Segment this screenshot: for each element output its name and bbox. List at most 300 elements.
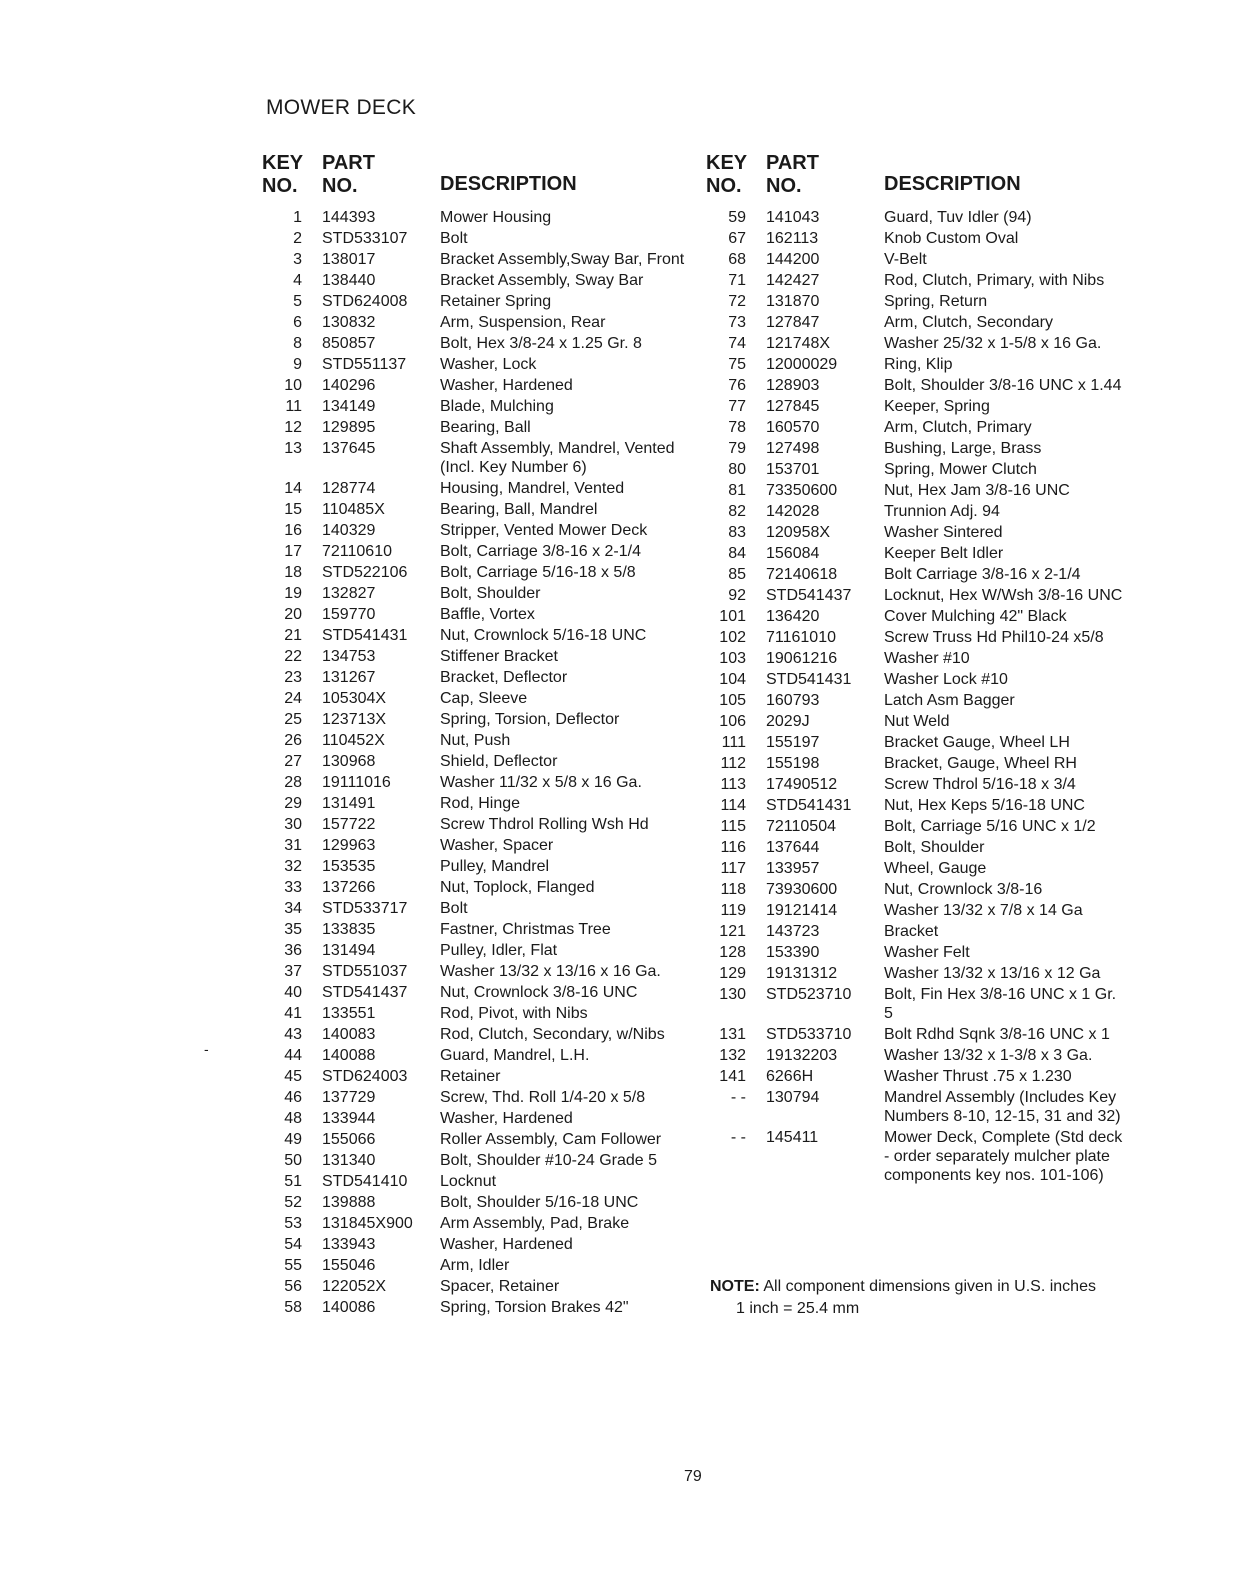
part-no: 157722 [322, 816, 376, 833]
key-no: 67 [728, 230, 746, 247]
description: Spacer, Retainer [440, 1278, 560, 1295]
key-no: 31 [284, 837, 302, 854]
table-row [706, 880, 1136, 899]
part-no: 131267 [322, 669, 376, 686]
key-no: 30 [284, 816, 302, 833]
part-no: 19061216 [766, 650, 838, 667]
key-no: 84 [728, 545, 746, 562]
description: Bracket, Deflector [440, 669, 568, 686]
part-no: 155066 [322, 1131, 376, 1148]
table-row [706, 964, 1136, 983]
table-row [262, 1235, 692, 1254]
part-no: 153535 [322, 858, 376, 875]
key-no: 113 [720, 776, 746, 793]
part-no: 19132203 [766, 1047, 838, 1064]
part-no: 72110610 [322, 543, 392, 560]
key-header-no: NO. [262, 175, 298, 197]
table-row [706, 922, 1136, 941]
description: Rod, Clutch, Primary, with Nibs [884, 272, 1105, 289]
key-no: 82 [728, 503, 746, 520]
description: Bearing, Ball, Mandrel [440, 501, 598, 518]
key-no: 112 [720, 755, 746, 772]
table-row [262, 292, 692, 311]
table-row [262, 983, 692, 1002]
table-row [262, 920, 692, 939]
table-row [262, 479, 692, 498]
part-no: STD541431 [766, 671, 852, 688]
description: Shield, Deflector [440, 753, 558, 770]
key-no: 119 [720, 902, 746, 919]
description: Pulley, Idler, Flat [440, 942, 558, 959]
description: Washer, Spacer [440, 837, 554, 854]
description: Nut, Crownlock 5/16-18 UNC [440, 627, 647, 644]
description: Washer Lock #10 [884, 671, 1008, 688]
key-no: 28 [284, 774, 302, 791]
part-no: 137645 [322, 440, 376, 457]
table-row [706, 1088, 1136, 1126]
key-no: 129 [719, 965, 746, 982]
description: Spring, Torsion, Deflector [440, 711, 620, 728]
key-no: 106 [719, 713, 746, 730]
table-row [706, 502, 1136, 521]
parts-table-right [706, 152, 1136, 1187]
table-row [706, 859, 1136, 878]
table-row [262, 355, 692, 374]
part-no: STD541431 [322, 627, 408, 644]
description-header: DESCRIPTION [884, 173, 1021, 195]
part-no: 133957 [766, 860, 820, 877]
key-no: 18 [284, 564, 302, 581]
part-no: 138017 [322, 251, 376, 268]
key-no: 9 [293, 356, 302, 373]
description: Bolt, Carriage 5/16 UNC x 1/2 [884, 818, 1096, 835]
key-no: 75 [728, 356, 746, 373]
part-no: 128774 [322, 480, 376, 497]
key-no: 51 [284, 1173, 302, 1190]
description: Mandrel Assembly (Includes Key Numbers 8-10, 12-15, 31 and 32) [884, 1089, 1121, 1125]
description: Bolt, Shoulder 5/16-18 UNC [440, 1194, 639, 1211]
part-no: 140296 [322, 377, 376, 394]
key-no: 32 [284, 858, 302, 875]
table-header [262, 152, 692, 208]
part-no: 133943 [322, 1236, 376, 1253]
part-header: PART [766, 152, 819, 174]
description: Washer 13/32 x 13/16 x 16 Ga. [440, 963, 661, 980]
table-row [262, 1046, 692, 1065]
part-no: 140329 [322, 522, 376, 539]
key-no: 22 [284, 648, 302, 665]
description: Bracket Assembly, Sway Bar [440, 272, 644, 289]
description: Screw Truss Hd Phil10-24 x5/8 [884, 629, 1104, 646]
table-row [706, 838, 1136, 857]
key-no: 26 [284, 732, 302, 749]
description: Screw, Thd. Roll 1/4-20 x 5/8 [440, 1089, 646, 1106]
description: Washer 13/32 x 13/16 x 12 Ga [884, 965, 1101, 982]
part-no: 127845 [766, 398, 820, 415]
table-row [262, 668, 692, 687]
table-row [262, 689, 692, 708]
key-no: 17 [284, 543, 302, 560]
key-no: 121 [719, 923, 746, 940]
table-row [706, 649, 1136, 668]
description: Arm Assembly, Pad, Brake [440, 1215, 630, 1232]
key-no: 79 [728, 440, 746, 457]
key-no: 104 [719, 671, 746, 688]
part-no: STD541431 [766, 797, 852, 814]
part-no: STD522106 [322, 564, 408, 581]
description: Spring, Mower Clutch [884, 461, 1037, 478]
part-no: 142427 [766, 272, 820, 289]
table-row [262, 1172, 692, 1191]
table-row [262, 229, 692, 248]
part-no: 153390 [766, 944, 820, 961]
description: Bolt, Shoulder [440, 585, 541, 602]
key-no: 131 [719, 1026, 746, 1043]
description: V-Belt [884, 251, 927, 268]
key-no: 118 [720, 881, 746, 898]
part-no: 133835 [322, 921, 376, 938]
table-row [706, 229, 1136, 248]
description: Keeper Belt Idler [884, 545, 1004, 562]
table-row [262, 857, 692, 876]
description: Washer 25/32 x 1-5/8 x 16 Ga. [884, 335, 1102, 352]
table-row [706, 271, 1136, 290]
part-no: 72110504 [766, 818, 836, 835]
table-row [706, 313, 1136, 332]
part-no: 142028 [766, 503, 820, 520]
table-row [706, 334, 1136, 353]
part-no: 73930600 [766, 881, 838, 898]
part-no: 17490512 [766, 776, 838, 793]
table-row [262, 1067, 692, 1086]
key-no: 10 [284, 377, 302, 394]
description: Cover Mulching 42" Black [884, 608, 1067, 625]
part-no: STD541410 [322, 1173, 408, 1190]
part-no: 155197 [766, 734, 820, 751]
part-no: 129895 [322, 419, 376, 436]
part-no: 128903 [766, 377, 820, 394]
key-no: 81 [728, 482, 746, 499]
key-no: 92 [728, 587, 746, 604]
table-row [706, 817, 1136, 836]
key-no: 5 [293, 293, 302, 310]
table-row [706, 418, 1136, 437]
table-row [706, 544, 1136, 563]
description: Guard, Tuv Idler (94) [884, 209, 1032, 226]
key-no: 16 [284, 522, 302, 539]
part-no: 133551 [322, 1005, 376, 1022]
part-no: STD551037 [322, 963, 408, 980]
key-no: 54 [284, 1236, 302, 1253]
description: Spring, Return [884, 293, 988, 310]
description: Blade, Mulching [440, 398, 554, 415]
description: Bolt, Shoulder #10-24 Grade 5 [440, 1152, 658, 1169]
key-no: 80 [728, 461, 746, 478]
description: Screw Thdrol 5/16-18 x 3/4 [884, 776, 1076, 793]
key-no: 45 [284, 1068, 302, 1085]
table-row [262, 710, 692, 729]
table-row [706, 292, 1136, 311]
page-number: 79 [684, 1468, 702, 1485]
note-text: All component dimensions given in U.S. inches [763, 1278, 1096, 1295]
table-row [262, 563, 692, 582]
description: Cap, Sleeve [440, 690, 528, 707]
part-no: 155046 [322, 1257, 376, 1274]
description: Washer, Hardened [440, 1110, 573, 1127]
table-row [262, 1109, 692, 1128]
part-no: 130968 [322, 753, 376, 770]
part-no: 129963 [322, 837, 376, 854]
table-row [706, 712, 1136, 731]
table-row [262, 418, 692, 437]
parts-table-left [262, 152, 692, 1319]
table-row [262, 250, 692, 269]
description: Washer, Hardened [440, 1236, 573, 1253]
part-no: 137729 [322, 1089, 376, 1106]
part-no: 850857 [322, 335, 376, 352]
description: Nut, Hex Keps 5/16-18 UNC [884, 797, 1085, 814]
description: Bracket [884, 923, 939, 940]
part-no: STD541437 [766, 587, 852, 604]
part-no: 153701 [766, 461, 820, 478]
part-no: STD533717 [322, 900, 408, 917]
part-no: 160570 [766, 419, 820, 436]
key-no: 35 [284, 921, 302, 938]
description: Locknut, Hex W/Wsh 3/8-16 UNC [884, 587, 1123, 604]
description: Retainer Spring [440, 293, 552, 310]
description: Knob Custom Oval [884, 230, 1019, 247]
key-no: - - [730, 1129, 746, 1146]
table-row [262, 376, 692, 395]
part-no: 110452X [322, 732, 385, 749]
description: Trunnion Adj. 94 [884, 503, 1000, 520]
key-no: 78 [728, 419, 746, 436]
table-row [262, 731, 692, 750]
description: Rod, Clutch, Secondary, w/Nibs [440, 1026, 665, 1043]
description: Arm, Idler [440, 1257, 510, 1274]
table-row [706, 901, 1136, 920]
table-row [706, 607, 1136, 626]
key-no: 59 [728, 209, 746, 226]
description: Shaft Assembly, Mandrel, Vented (Incl. Key Number 6) [440, 440, 675, 476]
key-no: 76 [728, 377, 746, 394]
table-header [706, 152, 1136, 208]
part-no: 12000029 [766, 356, 838, 373]
description: Screw Thdrol Rolling Wsh Hd [440, 816, 649, 833]
part-no: 6266H [766, 1068, 814, 1085]
table-row [262, 626, 692, 645]
description: Nut, Crownlock 3/8-16 UNC [440, 984, 638, 1001]
table-row [706, 796, 1136, 815]
part-no: 137266 [322, 879, 376, 896]
key-no: 141 [719, 1068, 746, 1085]
table-row [262, 647, 692, 666]
description: Bolt Rdhd Sqnk 3/8-16 UNC x 1 [884, 1026, 1110, 1043]
table-row [706, 985, 1136, 1023]
key-no: 3 [293, 251, 302, 268]
table-row [262, 815, 692, 834]
part-no: STD533107 [322, 230, 408, 247]
part-no: 140088 [322, 1047, 376, 1064]
key-no: 117 [720, 860, 746, 877]
description: Bearing, Ball [440, 419, 531, 436]
key-no: 43 [284, 1026, 302, 1043]
table-row [262, 1130, 692, 1149]
key-no: 132 [719, 1047, 746, 1064]
part-no: 143723 [766, 923, 820, 940]
description: Fastner, Christmas Tree [440, 921, 611, 938]
description: Washer, Hardened [440, 377, 573, 394]
part-no: 110485X [322, 501, 385, 518]
table-row [706, 208, 1136, 227]
description: Retainer [440, 1068, 501, 1085]
part-no: STD533710 [766, 1026, 852, 1043]
dimensions-note [710, 1276, 1096, 1320]
key-no: 36 [284, 942, 302, 959]
key-no: 19 [284, 585, 302, 602]
part-no: STD551137 [322, 356, 407, 373]
key-header: KEY [706, 152, 748, 174]
table-row [262, 1193, 692, 1212]
table-row [706, 1025, 1136, 1044]
table-row [262, 542, 692, 561]
table-row [262, 836, 692, 855]
part-no: 134149 [322, 398, 376, 415]
part-no: 73350600 [766, 482, 838, 499]
key-no: 116 [720, 839, 746, 856]
key-no: 11 [285, 398, 302, 415]
description: Washer Thrust .75 x 1.230 [884, 1068, 1072, 1085]
description: Washer Felt [884, 944, 970, 961]
key-no: 2 [293, 230, 302, 247]
key-no: - - [730, 1089, 746, 1106]
description: Bolt, Hex 3/8-24 x 1.25 Gr. 8 [440, 335, 642, 352]
description: Wheel, Gauge [884, 860, 987, 877]
description: Bolt [440, 230, 468, 247]
table-row [706, 376, 1136, 395]
part-no: 127498 [766, 440, 820, 457]
part-no: 155198 [766, 755, 820, 772]
key-no: 8 [293, 335, 302, 352]
table-row [262, 605, 692, 624]
table-row [262, 1088, 692, 1107]
key-no: 68 [728, 251, 746, 268]
key-no: 40 [284, 984, 302, 1001]
description: Guard, Mandrel, L.H. [440, 1047, 590, 1064]
description: Bolt, Shoulder [884, 839, 985, 856]
part-no: 131491 [322, 795, 376, 812]
description-header: DESCRIPTION [440, 173, 577, 195]
key-no: 105 [719, 692, 746, 709]
description: Mower Housing [440, 209, 552, 226]
description: Housing, Mandrel, Vented [440, 480, 625, 497]
part-no: 71161010 [766, 629, 836, 646]
table-row [262, 1004, 692, 1023]
part-no: 141043 [766, 209, 820, 226]
key-no: 24 [284, 690, 302, 707]
key-no: 83 [728, 524, 746, 541]
part-no: 140083 [322, 1026, 376, 1043]
description: Stripper, Vented Mower Deck [440, 522, 648, 539]
description: Arm, Clutch, Secondary [884, 314, 1053, 331]
table-row [706, 523, 1136, 542]
part-no: 138440 [322, 272, 376, 289]
description: Washer 13/32 x 7/8 x 14 Ga [884, 902, 1083, 919]
description: Spring, Torsion Brakes 42" [440, 1299, 629, 1316]
table-row [706, 355, 1136, 374]
part-header-no: NO. [322, 175, 358, 197]
part-no: 105304X [322, 690, 387, 707]
table-row [262, 1025, 692, 1044]
table-row [262, 313, 692, 332]
description: Washer Sintered [884, 524, 1003, 541]
description: Washer, Lock [440, 356, 537, 373]
key-no: 14 [284, 480, 302, 497]
part-no: 139888 [322, 1194, 376, 1211]
page-title: MOWER DECK [266, 96, 416, 119]
description: Nut Weld [884, 713, 950, 730]
description: Arm, Suspension, Rear [440, 314, 606, 331]
part-no: 127847 [766, 314, 820, 331]
table-row [262, 1298, 692, 1317]
table-row [262, 1256, 692, 1275]
description: Bolt, Carriage 3/8-16 x 2-1/4 [440, 543, 641, 560]
description: Rod, Hinge [440, 795, 521, 812]
part-no: 134753 [322, 648, 376, 665]
key-no: 114 [720, 797, 746, 814]
description: Keeper, Spring [884, 398, 990, 415]
part-no: 19121414 [766, 902, 838, 919]
table-row [262, 752, 692, 771]
note-conversion: 1 inch = 25.4 mm [736, 1300, 860, 1317]
description: Washer 13/32 x 1-3/8 x 3 Ga. [884, 1047, 1093, 1064]
description: Bolt [440, 900, 468, 917]
table-row [706, 775, 1136, 794]
key-no: 41 [284, 1005, 302, 1022]
part-no: 144393 [322, 209, 376, 226]
table-row [706, 1128, 1136, 1185]
part-no: 140086 [322, 1299, 376, 1316]
key-no: 101 [719, 608, 746, 625]
key-no: 74 [728, 335, 746, 352]
part-no: 121748X [766, 335, 831, 352]
description: Bracket Assembly,Sway Bar, Front [440, 251, 685, 268]
table-row [262, 521, 692, 540]
key-no: 6 [293, 314, 302, 331]
description: Bracket Gauge, Wheel LH [884, 734, 1070, 751]
key-no: 85 [728, 566, 746, 583]
table-row [262, 208, 692, 227]
description: Locknut [440, 1173, 497, 1190]
part-header: PART [322, 152, 375, 174]
table-row [262, 397, 692, 416]
table-row [706, 943, 1136, 962]
table-row [262, 899, 692, 918]
part-no: 72140618 [766, 566, 838, 583]
description: Pulley, Mandrel [440, 858, 550, 875]
key-no: 33 [284, 879, 302, 896]
table-row [706, 439, 1136, 458]
table-row [706, 1046, 1136, 1065]
margin-mark: - [204, 1041, 209, 1057]
table-row [706, 733, 1136, 752]
description: Roller Assembly, Cam Follower [440, 1131, 662, 1148]
description: Nut, Hex Jam 3/8-16 UNC [884, 482, 1070, 499]
key-no: 20 [284, 606, 302, 623]
table-row [706, 754, 1136, 773]
part-no: 120958X [766, 524, 831, 541]
part-no: 131494 [322, 942, 376, 959]
